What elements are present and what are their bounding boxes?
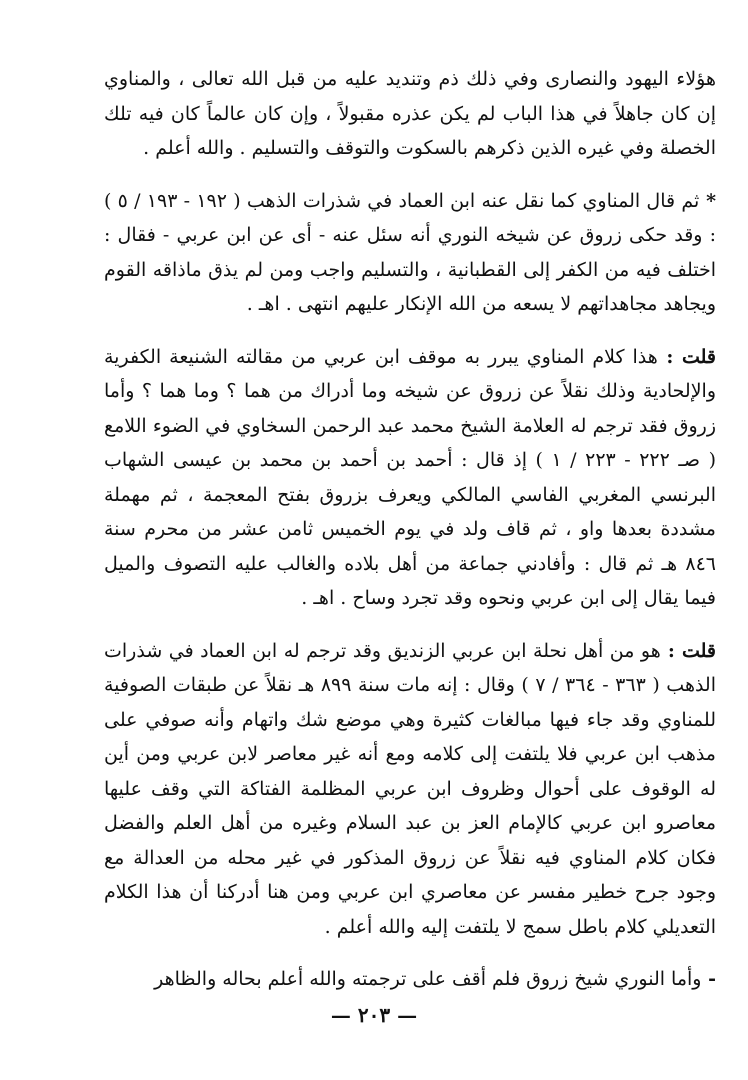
paragraph-3-text: هذا كلام المناوي يبرر به موقف ابن عربي من مقالته الشنيعة الكفرية والإلحادية وذلك نقلاً عن زروق عن شيخه وما أدراك من هما ؟ وما هما ؟ وأما زروق فقد ترجم له العلامة الشيخ محمد عبد الرحمن السخاوي في الضوء اللامع ( صـ ٢٢٢ - ٢٢٣ / ١ ) إذ قال : أحمد بن أحمد بن محمد بن عيسى الشهاب البرنسي المغربي الفاسي المالكي ويعرف بزروق بفتح المعجمة ، ثم مهملة مشددة بعدها واو ، ثم قاف ولد في يوم الخميس ثامن عشر من محرم سنة ٨٤٦ هـ ثم قال : وأفادني جماعة من أهل بلاده والغالب عليه التصوف والميل فيما يقال إلى ابن عربي ونحوه وقد تجرد وساح . اهـ . [104,345,716,609]
paragraph-1 [104,62,716,166]
paragraph-4-lead: قلت : [660,639,716,662]
page-number: — ٢٠٣ — [330,1003,418,1027]
paragraph-3 [104,340,716,616]
paragraph-2 [104,184,716,322]
paragraph-5-text: وأما النوري شيخ زروق فلم أقف على ترجمته والله أعلم بحاله والظاهر [154,968,702,990]
paragraph-4-text: هو من أهل نحلة ابن عربي الزنديق وقد ترجم له ابن العماد في شذرات الذهب ( ٣٦٣ - ٣٦٤ / ٧ ) وقال : إنه مات سنة ٨٩٩ هـ نقلاً عن طبقات الصوفية للمناوي وقد جاء فيها مبالغات كثيرة وهي موضع شك واتهام وأنه صوفي على مذهب ابن عربي فلا يلتفت إلى كلامه ومع أنه غير معاصر لابن عربي ومن أين له الوقوف على أحوال وظروف ابن عربي المظلمة الفتاكة التي وقف عليها معاصرو ابن عربي كالإمام العز بن عبد السلام وغيره من أهل العلم والفضل فكان كلام المناوي فيه نقلاً عن زروق المذكور في غير محله من العدالة مع وجود جرح خطير مفسر عن معاصري ابن عربي ومن هنا أدركنا أن هذا الكلام التعديلي كلام باطل سمج لا يلتفت إليه والله أعلم . [104,639,717,938]
asterisk-marker: * [699,189,717,212]
paragraph-5 [104,962,716,997]
paragraph-3-lead: قلت : [657,345,716,368]
paragraph-4 [104,634,716,945]
paragraph-1-text: هؤلاء اليهود والنصارى وفي ذلك ذم وتنديد عليه من قبل الله تعالى ، والمناوي إن كان جاهلاً في هذا الباب لم يكن عذره مقبولاً ، وإن كان عالماً كان فيه تلك الخصلة وفي غيره الذين ذكرهم بالسكوت والتوقف والتسليم . والله أعلم . [104,68,716,159]
paragraph-2-text: ثم قال المناوي كما نقل عنه ابن العماد في شذرات الذهب ( ١٩٢ - ١٩٣ / ٥ ) : وقد حكى زروق عن شيخه النوري أنه سئل عنه - أى عن ابن عربي - فقال : اختلف فيه من الكفر إلى القطبانية ، والتسليم واجب ومن لم يذق ماذاقه القوم ويجاهد مجاهداتهم لا يسعه من الله الإنكار عليهم انتهى . اهـ . [104,189,716,315]
dash-marker: - [701,968,716,990]
book-page [104,62,716,1062]
